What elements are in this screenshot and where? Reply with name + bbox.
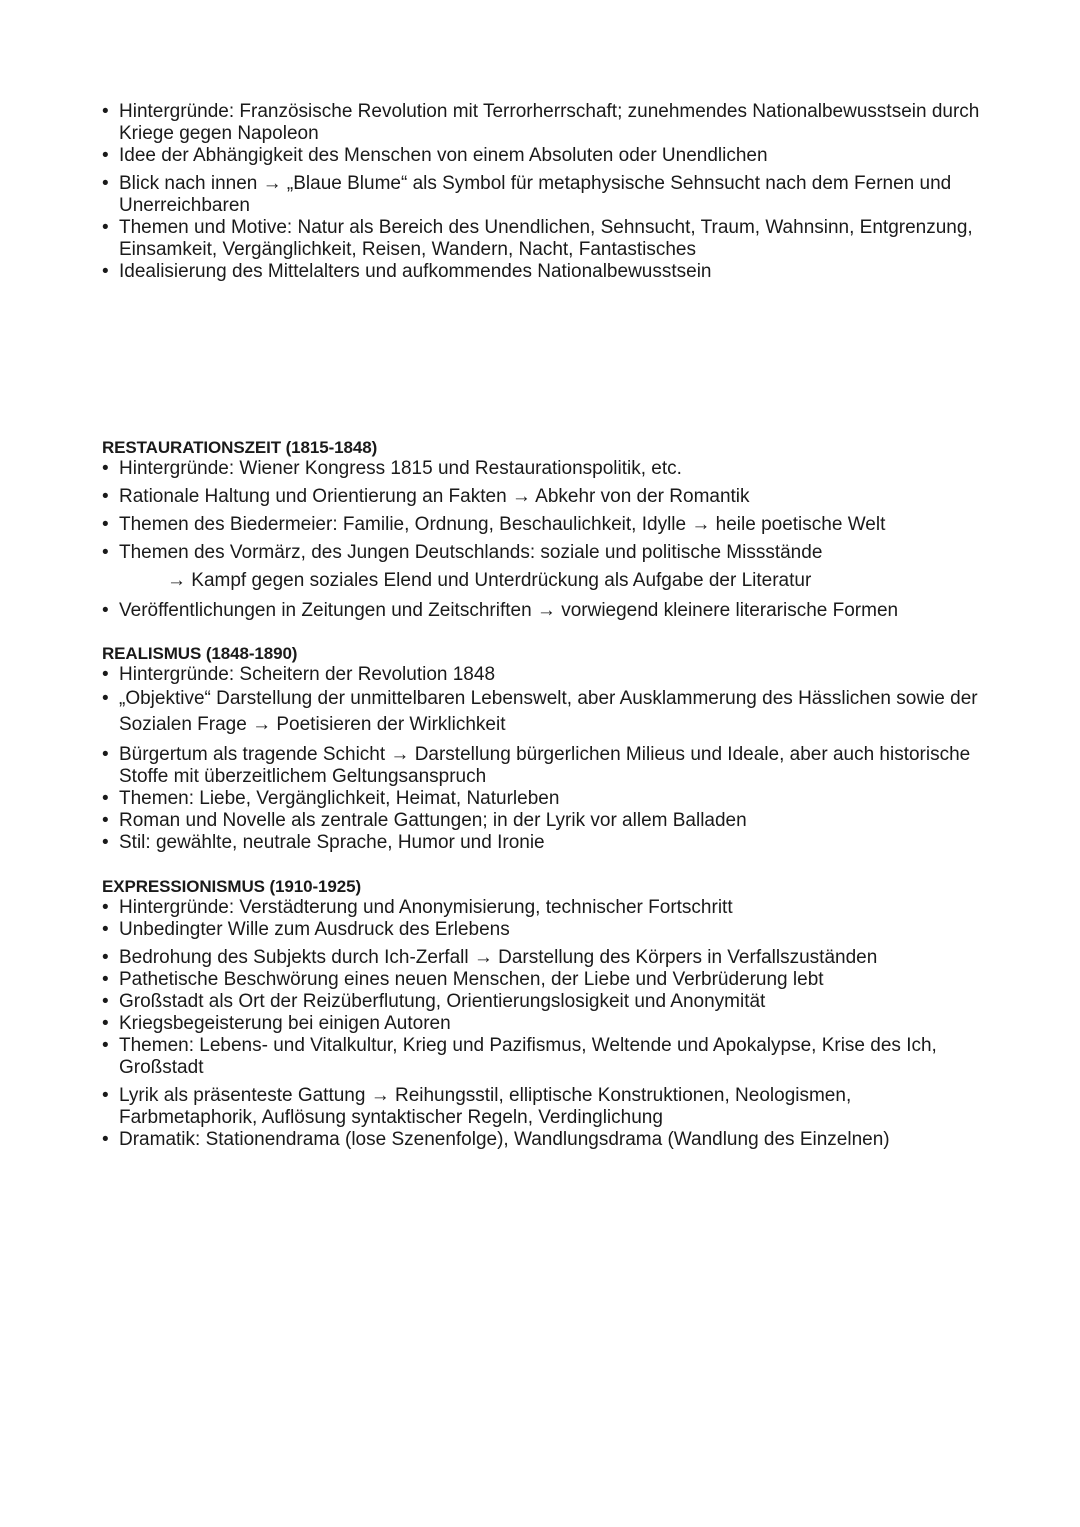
list-item: • Themen: Liebe, Vergänglichkeit, Heimat, Naturleben — [102, 788, 982, 810]
list-item-text: • Themen des Vormärz, des Jungen Deutschlands: soziale und politische Missstände — [119, 542, 823, 563]
section-restaurationszeit — [102, 438, 982, 622]
list-item: • Lyrik als präsenteste Gattung → Reihungsstil, elliptische Konstruktionen, Neologismen, Farbmetaphorik, Auflösung syntaktischer Regeln, Verdinglichung — [102, 1085, 982, 1129]
list-item: • Roman und Novelle als zentrale Gattungen; in der Lyrik vor allem Balladen — [102, 810, 982, 832]
section-heading: RESTAURATIONSZEIT (1815-1848) — [102, 438, 378, 457]
section-expressionismus — [102, 877, 982, 1151]
list-item: • Hintergründe: Scheitern der Revolution 1848 — [102, 664, 982, 686]
section-romantik — [102, 101, 982, 283]
list-item: • „Objektive“ Darstellung der unmittelbaren Lebenswelt, aber Ausklammerung des Hässlichen sowie der Sozialen Frage → Poetisieren der Wirklichkeit — [102, 686, 982, 738]
list-item: • Hintergründe: Verstädterung und Anonymisierung, technischer Fortschritt — [102, 897, 982, 919]
bullet-list — [102, 101, 982, 283]
bullet-list — [102, 897, 982, 1151]
bullet-list — [102, 458, 982, 564]
list-item: • Hintergründe: Französische Revolution mit Terrorherrschaft; zunehmendes Nationalbewusstsein durch Kriege gegen Napoleon — [102, 101, 982, 145]
list-item: • Rationale Haltung und Orientierung an Fakten → Abkehr von der Romantik — [102, 486, 982, 508]
list-item: • Großstadt als Ort der Reizüberflutung, Orientierungslosigkeit und Anonymität — [102, 991, 982, 1013]
section-heading: EXPRESSIONISMUS (1910-1925) — [102, 877, 362, 896]
list-item: • Veröffentlichungen in Zeitungen und Zeitschriften → vorwiegend kleinere literarische Formen — [102, 600, 982, 622]
list-item: • Idee der Abhängigkeit des Menschen von einem Absoluten oder Unendlichen — [102, 145, 982, 167]
list-item: • Blick nach innen → „Blaue Blume“ als Symbol für metaphysische Sehnsucht nach dem Fernen und Unerreichbaren — [102, 173, 982, 217]
list-item: • Hintergründe: Wiener Kongress 1815 und Restaurationspolitik, etc. — [102, 458, 982, 480]
list-item: • Pathetische Beschwörung eines neuen Menschen, der Liebe und Verbrüderung lebt — [102, 969, 982, 991]
bullet-list — [102, 600, 982, 622]
bullet-list — [102, 664, 982, 854]
list-item: • Idealisierung des Mittelalters und aufkommendes Nationalbewusstsein — [102, 261, 982, 283]
list-item: • Stil: gewählte, neutrale Sprache, Humor und Ironie — [102, 832, 982, 854]
list-item: • Kriegsbegeisterung bei einigen Autoren — [102, 1013, 982, 1035]
list-item: • Bürgertum als tragende Schicht → Darstellung bürgerlichen Milieus und Ideale, aber auch historische Stoffe mit überzeitlichem Geltungsanspruch — [102, 744, 982, 788]
list-item: • Themen und Motive: Natur als Bereich des Unendlichen, Sehnsucht, Traum, Wahnsinn, Entgrenzung, Einsamkeit, Vergänglichkeit, Reisen, Wandern, Nacht, Fantastisches — [102, 217, 982, 261]
section-realismus — [102, 644, 982, 854]
list-item: • Themen des Biedermeier: Familie, Ordnung, Beschaulichkeit, Idylle → heile poetische Welt — [102, 514, 982, 536]
list-item: • Unbedingter Wille zum Ausdruck des Erlebens — [102, 919, 982, 941]
list-item: • Themen: Lebens- und Vitalkultur, Krieg und Pazifismus, Weltende und Apokalypse, Krise des Ich, Großstadt — [102, 1035, 982, 1079]
sub-line-arrow: → Kampf gegen soziales Elend und Unterdrückung als Aufgabe der Literatur — [167, 570, 812, 591]
list-item: • Dramatik: Stationendrama (lose Szenenfolge), Wandlungsdrama (Wandlung des Einzelnen) — [102, 1129, 982, 1151]
section-heading: REALISMUS (1848-1890) — [102, 644, 298, 663]
list-item: • Bedrohung des Subjekts durch Ich-Zerfall → Darstellung des Körpers in Verfallszuständen — [102, 947, 982, 969]
list-item — [102, 542, 982, 564]
